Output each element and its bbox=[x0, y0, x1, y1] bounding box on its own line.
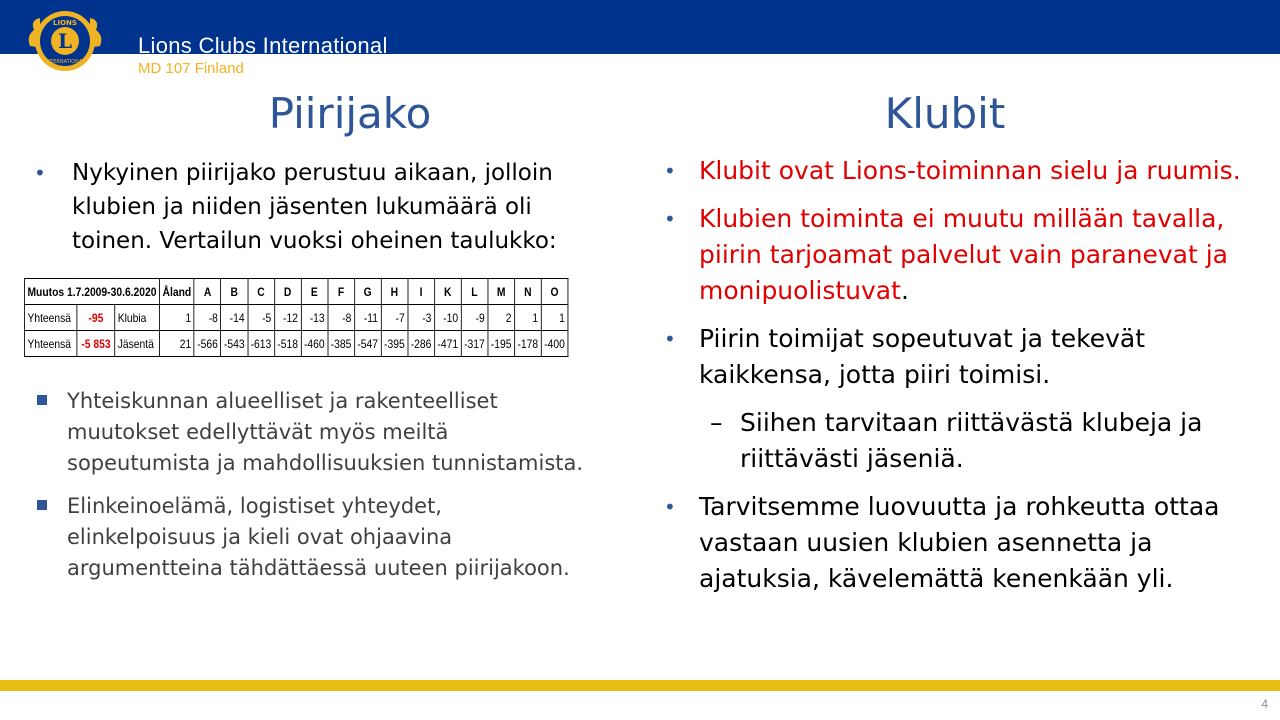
bullet-text: Yhteiskunnan alueelliset ja rakenteelliset muutokset edellyttävät myös meiltä sopeutumista ja mahdollisuuksien tunnistamista. bbox=[67, 389, 584, 475]
table-header-cell: L bbox=[461, 279, 488, 305]
table-header-cell: B bbox=[221, 279, 248, 305]
dash-bullet-icon: – bbox=[710, 408, 723, 437]
table-cell: -12 bbox=[274, 305, 301, 331]
intro-text: Nykyinen piirijako perustuu aikaan, jolloin klubien ja niiden jäsenten lukumäärä oli toinen. Vertailun vuoksi oheinen taulukko: bbox=[72, 160, 557, 254]
bullet-text: Klubit ovat Lions-toiminnan sielu ja ruumis. bbox=[699, 156, 1241, 185]
left-column-title: Piirijako bbox=[268, 89, 432, 138]
table-header-cell: H bbox=[381, 279, 408, 305]
org-name: Lions Clubs International bbox=[138, 33, 388, 58]
left-bullet-list bbox=[34, 386, 594, 596]
right-bullet-list bbox=[664, 153, 1254, 609]
table-cell: 1 bbox=[514, 305, 541, 331]
table-header-row bbox=[24, 279, 567, 305]
table-cell: 21 bbox=[160, 331, 195, 357]
table-header-cell: Åland bbox=[160, 279, 195, 305]
table-cell: -471 bbox=[434, 331, 461, 357]
table-cell: -3 bbox=[408, 305, 435, 331]
table-cell: -195 bbox=[488, 331, 515, 357]
lions-logo bbox=[24, 6, 106, 76]
table-cell: -13 bbox=[301, 305, 328, 331]
bullet-text: Siihen tarvitaan riittävästä klubeja ja riittävästi jäseniä. bbox=[740, 408, 1203, 473]
list-item bbox=[664, 153, 1254, 189]
table-header-cell: D bbox=[274, 279, 301, 305]
table-header-cell: C bbox=[248, 279, 275, 305]
table-cell: 1 bbox=[160, 305, 195, 331]
square-bullet-icon bbox=[37, 395, 47, 405]
table-header-cell: F bbox=[328, 279, 355, 305]
table-cell: Klubia bbox=[115, 305, 160, 331]
list-item bbox=[664, 321, 1254, 393]
membership-change-table bbox=[24, 278, 568, 357]
list-sub-item bbox=[664, 405, 1254, 477]
svg-text:L: L bbox=[57, 29, 73, 53]
footer-bar bbox=[0, 680, 1280, 691]
table-cell: -9 bbox=[461, 305, 488, 331]
table-row bbox=[24, 331, 567, 357]
list-item bbox=[34, 156, 614, 258]
table-cell: -5 853 bbox=[77, 331, 115, 357]
list-item bbox=[664, 489, 1254, 597]
square-bullet-icon bbox=[37, 500, 47, 510]
table-cell: Yhteensä bbox=[24, 331, 77, 357]
table-cell: -566 bbox=[194, 331, 221, 357]
table-cell: 2 bbox=[488, 305, 515, 331]
table-header-cell: Muutos 1.7.2009-30.6.2020 bbox=[24, 279, 159, 305]
table-header-cell: N bbox=[514, 279, 541, 305]
table-cell: -395 bbox=[381, 331, 408, 357]
bullet-text: Piirin toimijat sopeutuvat ja tekevät kaikkensa, jotta piiri toimisi. bbox=[699, 324, 1145, 389]
table-cell: Yhteensä bbox=[24, 305, 77, 331]
org-subtitle: MD 107 Finland bbox=[138, 60, 244, 77]
list-item bbox=[664, 201, 1254, 309]
bullet-icon: • bbox=[34, 161, 46, 185]
table-header-cell: O bbox=[541, 279, 568, 305]
table-cell: -543 bbox=[221, 331, 248, 357]
bullet-icon: • bbox=[664, 327, 676, 351]
page-number: 4 bbox=[1261, 697, 1268, 711]
table-header-cell: K bbox=[434, 279, 461, 305]
svg-text:LIONS: LIONS bbox=[53, 19, 77, 27]
table-cell: -8 bbox=[194, 305, 221, 331]
table-cell: -385 bbox=[328, 331, 355, 357]
table-header-cell: E bbox=[301, 279, 328, 305]
bullet-text: Klubien toiminta ei muutu millään tavalla, piirin tarjoamat palvelut vain paranevat ja monipuolistuvat bbox=[699, 204, 1229, 305]
table-cell: 1 bbox=[541, 305, 568, 331]
right-column-title: Klubit bbox=[884, 89, 1006, 138]
bullet-icon: • bbox=[664, 207, 676, 231]
table-cell: -10 bbox=[434, 305, 461, 331]
bullet-text: Tarvitsemme luovuutta ja rohkeutta ottaa vastaan uusien klubien asennetta ja ajatuksia, kävelemättä kenenkään yli. bbox=[699, 492, 1220, 593]
table-cell: -518 bbox=[274, 331, 301, 357]
bullet-text: Elinkeinoelämä, logistiset yhteydet, elinkelpoisuus ja kieli ovat ohjaavina argumentteina tähdättäessä uuteen piirijakoon. bbox=[67, 494, 570, 580]
table-cell: -460 bbox=[301, 331, 328, 357]
table-cell: -400 bbox=[541, 331, 568, 357]
table-cell: -14 bbox=[221, 305, 248, 331]
bullet-icon: • bbox=[664, 159, 676, 183]
table-header-cell: M bbox=[488, 279, 515, 305]
table-header-cell: A bbox=[194, 279, 221, 305]
table-cell: -317 bbox=[461, 331, 488, 357]
left-intro-list bbox=[34, 156, 614, 258]
table-cell: -7 bbox=[381, 305, 408, 331]
table-cell: -178 bbox=[514, 331, 541, 357]
bullet-icon: • bbox=[664, 495, 676, 519]
bullet-period: . bbox=[900, 276, 909, 305]
table-cell: -286 bbox=[408, 331, 435, 357]
list-item bbox=[34, 386, 594, 479]
table-cell: -95 bbox=[77, 305, 115, 331]
table-cell: -547 bbox=[354, 331, 381, 357]
svg-text:INTERNATIONAL: INTERNATIONAL bbox=[44, 59, 86, 65]
table-cell: -613 bbox=[248, 331, 275, 357]
table-header-cell: I bbox=[408, 279, 435, 305]
table-cell: -8 bbox=[328, 305, 355, 331]
bullet-text-wrapper bbox=[664, 201, 1254, 309]
table-cell: -11 bbox=[354, 305, 381, 331]
table-row bbox=[24, 305, 567, 331]
list-item bbox=[34, 491, 594, 584]
table-cell: -5 bbox=[248, 305, 275, 331]
table-cell: Jäsentä bbox=[115, 331, 160, 357]
table-header-cell: G bbox=[354, 279, 381, 305]
